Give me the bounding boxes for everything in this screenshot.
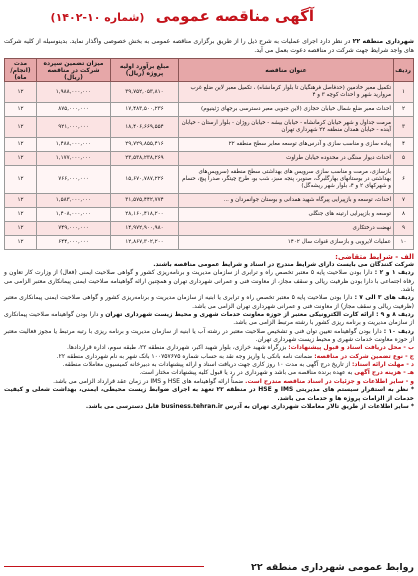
cell-budget: ۱۴,۹۷۲,۹۰۰,۹۸۰ — [111, 222, 179, 236]
cell-budget: ۲۹,۷۲۹,۸۵۵,۴۱۶ — [111, 138, 179, 152]
notice-title — [51, 7, 314, 25]
footer-divider — [4, 566, 204, 567]
cell-title: بازسازی، مرمت و مناسب سازی سرویس های بهداشتی سطح منطقه (سرویس‌های بهداشتی در بوستانهای بهارگلبرگ، صنوبر، پنجه سبز، شب بو، طرح چیتگر، صدرا پیچ، حسام و شهرکهای ۲ و ۴، بلوار شهر ریشه‌گل) — [179, 166, 394, 194]
cell-row: ۲ — [394, 103, 414, 117]
cell-row: ۴ — [394, 138, 414, 152]
intro-text: در نظر دارد اجرای عملیات به شرح ذیل را از طریق برگزاری مناقصه عمومی به بخش خصوصی واگذار نماید. بدینوسیله از کلیه شرکت های واجد شرایط جهت شرکت در مناقصه دعوت بعمل می آید. — [4, 38, 414, 54]
cell-row: ۱۰ — [394, 236, 414, 250]
term-lead: و - سایر اطلاعات و جزئیات در اسناد مناقصه مندرج است. — [245, 377, 414, 385]
term-item — [4, 311, 414, 328]
term-lead: ردیف ۸ و ۹ : ارائه کارت الکترونیکی معتبر از حوزه معاونت خدمات شهری و محیط زیست شهرداری تهران — [105, 311, 414, 319]
intro-paragraph — [4, 37, 414, 55]
footer-org: روابط عمومی شهرداری منطقه ۲۲ — [251, 562, 414, 573]
cell-budget: ۲۸,۱۶۰,۴۱۸,۲۰۰ — [111, 208, 179, 222]
cell-title: عملیات لایروبی و بازسازی قنوات سال ۱۴۰۲ — [179, 236, 394, 250]
term-body: بزرگراه شهید خرازی، بلوار شهید اکبر، شهرداری منطقه ۲۲، طبقه سوم، اداره قراردادها. — [67, 344, 289, 352]
col-row: ردیف — [394, 59, 414, 82]
term-body: ضمناً ارائه گواهینامه های HSE و IMS در زمان عقد قرارداد الزامی می باشد. — [53, 377, 246, 385]
cell-budget: ۳۱,۵۷۵,۴۴۲,۷۷۴ — [111, 194, 179, 208]
cell-title: توسعه و بازپیرایی ارتینه های جنگلی — [179, 208, 394, 222]
term-body: دارا بودن صلاحیت پایه ۵ معتبر تخصص راه و ترابری یا ابنیه از سازمان مدیریت و برنامه‌ریزی کشور و گواهی صلاحیت ایمنی پیمانکاری معتبر (ظرفیت ریالی و سقف مجاز) از معاونت فنی و عمرانی شهرداری تهران الزامی می باشد. — [4, 294, 414, 310]
col-duration: مدت (انجام/ماه) — [5, 59, 37, 82]
cell-row: ۱ — [394, 82, 414, 103]
col-deposit: میزان تضمین سپرده شرکت در مناقصه (ریال) — [37, 59, 111, 82]
cell-duration: ۱۲ — [5, 152, 37, 166]
table-row — [5, 194, 414, 208]
cell-duration: ۱۲ — [5, 138, 37, 152]
term-lead: د - مهلت ارائه اسناد: — [352, 361, 414, 369]
cell-row: ۶ — [394, 166, 414, 194]
term-lead: شرکت کنندگان می بایست دارای شرایط مندرج در اسناد و شرایط عمومی مناقصه باشند. — [153, 261, 414, 268]
cell-duration: ۱۲ — [5, 208, 37, 222]
cell-deposit: ۱,۹۸۸,۰۰۰,۰۰۰ — [37, 82, 111, 103]
table-row — [5, 117, 414, 138]
table-row — [5, 138, 414, 152]
term-lead: ردیف ۱۰ : — [383, 327, 414, 335]
cell-row: ۳ — [394, 117, 414, 138]
cell-row: ۸ — [394, 208, 414, 222]
table-row — [5, 236, 414, 250]
term-body: از تاریخ درج آگهی به مدت ۱۰ روز کاری جهت دریافت اسناد و ارائه پیشنهادات به دبیرخانه کمیسیون معاملات منطقه. — [62, 361, 352, 369]
term-body: به عهده برنده مناقصه می باشد و شهرداری در رد یا قبول کلیه پیشنهادات مختار است. — [139, 369, 355, 377]
cell-deposit: ۶۴۴,۰۰۰,۰۰۰ — [37, 236, 111, 250]
cell-duration: ۱۲ — [5, 117, 37, 138]
table-row — [5, 166, 414, 194]
term-body: ضمانت نامه بانکی یا واریز وجه نقد به حساب شماره ۱۰۰۷۵۷۶۷۵ بانک شهر به نام شهرداری منطقه ۲۲. — [56, 352, 315, 360]
term-lead: ردیف های ۳ الی ۷ : — [354, 294, 414, 302]
cell-duration: ۱۲ — [5, 166, 37, 194]
cell-deposit: ۱,۵۸۳,۰۰۰,۰۰۰ — [37, 194, 111, 208]
cell-budget: ۱۷,۴۸۳,۵۰۰,۲۳۶ — [111, 103, 179, 117]
cell-row: ۵ — [394, 152, 414, 166]
term-lead: * نظر به استقرار سیستم های مدیریتی IMS و HSE در منطقه ۲۲ تعهد به اجرای ضوابط زیست محیطی، ایمنی، بهداشت شغلی و کیفیت خدمات از الزامات پروژه ها و خدمات می باشد. — [4, 386, 414, 402]
term-item — [4, 378, 414, 386]
term-item — [4, 403, 414, 411]
cell-deposit: ۱,۴۸۸,۰۰۰,۰۰۰ — [37, 138, 111, 152]
col-budget: مبلغ برآورد اولیه پروژه (ریال) — [111, 59, 179, 82]
notice-header — [4, 3, 414, 37]
cell-deposit: ۸۷۵,۰۰۰,۰۰۰ — [37, 103, 111, 117]
term-lead: هـ - هزینه درج آگهی — [354, 369, 414, 377]
cell-duration: ۱۲ — [5, 194, 37, 208]
term-lead: ج - نوع تضمین شرکت در مناقصه: — [314, 352, 414, 360]
notice-number: (شماره ۱۰-۱۴۰۲) — [50, 11, 145, 24]
cell-deposit: ۹۲۱,۰۰۰,۰۰۰ — [37, 117, 111, 138]
cell-row: ۷ — [394, 194, 414, 208]
table-row — [5, 222, 414, 236]
term-item — [4, 353, 414, 361]
table-row — [5, 152, 414, 166]
term-item — [4, 269, 414, 294]
cell-row: ۹ — [394, 222, 414, 236]
term-lead: ردیف ۱ و ۲ : — [374, 269, 414, 277]
table-row — [5, 103, 414, 117]
cell-title: نهضت درختکاری — [179, 222, 394, 236]
term-body: دارا بودن صلاحیت پایه ۵ معتبر تخصص راه و ترابری از سازمان مدیریت و برنامه‌ریزی کشور و گواهی صلاحیت ایمنی (فعال) از وزارت کار تعاون و رفاه اجتماعی با دارا بودن ظرفیت ریالی و سقف مجاز، از معاونت فنی و عمرانی شهرداری تهران و همچنین ارائه گواهینامه صلاحیت ایمنی پیمانکاری معتبر الزامی می باشد. — [4, 269, 414, 294]
cell-deposit: ۷۶۶,۰۰۰,۰۰۰ — [37, 166, 111, 194]
cell-budget: ۳۹,۷۵۲,۰۵۳,۸۱۰ — [111, 82, 179, 103]
table-row — [5, 208, 414, 222]
cell-duration: ۱۲ — [5, 236, 37, 250]
cell-duration: ۱۲ — [5, 222, 37, 236]
cell-deposit: ۱,۴۰۸,۰۰۰,۰۰۰ — [37, 208, 111, 222]
intro-org: شهرداری منطقه ۲۲ — [352, 38, 415, 45]
tender-table — [4, 58, 414, 250]
table-row — [5, 82, 414, 103]
cell-duration: ۱۲ — [5, 82, 37, 103]
cell-budget: ۲۳,۵۳۸,۲۳۸,۲۶۹ — [111, 152, 179, 166]
notice-footer — [4, 557, 414, 573]
term-item — [4, 369, 414, 377]
term-item — [4, 294, 414, 311]
cell-budget: ۱۵,۶۷۰,۷۸۷,۲۲۶ — [111, 166, 179, 194]
term-lead: ب - محل دریافت اسناد و قبول پیشنهادات: — [288, 344, 414, 352]
col-title: عنوان مناقصه — [179, 59, 394, 82]
notice-title-text: آگهی مناقصه عمومی — [155, 7, 314, 25]
cell-duration: ۱۲ — [5, 103, 37, 117]
term-item — [4, 328, 414, 345]
cell-title: احداث، توسعه و بازپیرایی پیرگاه شهید همدانی و بوستان جوانمردان و ... — [179, 194, 394, 208]
cell-title: احداث معبر ضلع شمال خیابان حجازی (لاین جنوبی معبر دسترسی برجهای ژئینیوم) — [179, 103, 394, 117]
term-lead: * سایر اطلاعات از طریق تالار معاملات شهرداری تهران به آدرس business.tehran.ir قابل دسترسی می باشد. — [85, 402, 414, 410]
cell-title: تکمیل معبر خادمین (حدفاصل فرهنگیان تا بلوار کرمانشاه) ، تکمیل معبر لاین ضلع غرب مروارید شهر و احداث کوچه ۳ و ۴ — [179, 82, 394, 103]
cell-title: مرمت جداول و شهر خیابان کرمانشاه - خیابان بیشه - خیابان روژان - بلوار ارستان - خیابان آینده - خیابان همدان منطقه ۲۲ شهرداری تهران — [179, 117, 394, 138]
cell-budget: ۱۲,۸۶۷,۳۰۲,۲۰۰ — [111, 236, 179, 250]
cell-title: احداث دیوار سنگی در محدوده خیابان طراوت — [179, 152, 394, 166]
terms-title: الف - شرایط متقاضی: — [335, 253, 414, 261]
cell-title: پیاده سازی و مناسب سازی و آدرس‌های توسعه معابر سطح منطقه ۲۲ — [179, 138, 394, 152]
term-body: و دارا بودن گواهینامه صلاحیت پیمانکاری از سازمان مدیریت و برنامه ریزی کشور با رشته مرتبط الزامی می باشد. — [4, 311, 414, 327]
term-item — [4, 386, 414, 403]
terms-list — [4, 261, 414, 411]
cell-deposit: ۷۴۹,۰۰۰,۰۰۰ — [37, 222, 111, 236]
term-body: دارا بودن گواهینامه تعیین توان فنی و تشخیص صلاحیت معتبر در رشته آب یا ابنیه از سازمان مدیریت و برنامه ریزی با رتبه مرتبط یا مجوز فعالیت معتبر از حوزه معاونت خدمات شهری و محیط زیست شهرداری تهران. — [4, 327, 414, 344]
term-item — [4, 344, 414, 352]
cell-budget: ۱۸,۴۰۶,۶۶۹,۵۵۴ — [111, 117, 179, 138]
tender-table-header — [5, 59, 414, 82]
cell-deposit: ۱,۱۷۷,۰۰۰,۰۰۰ — [37, 152, 111, 166]
